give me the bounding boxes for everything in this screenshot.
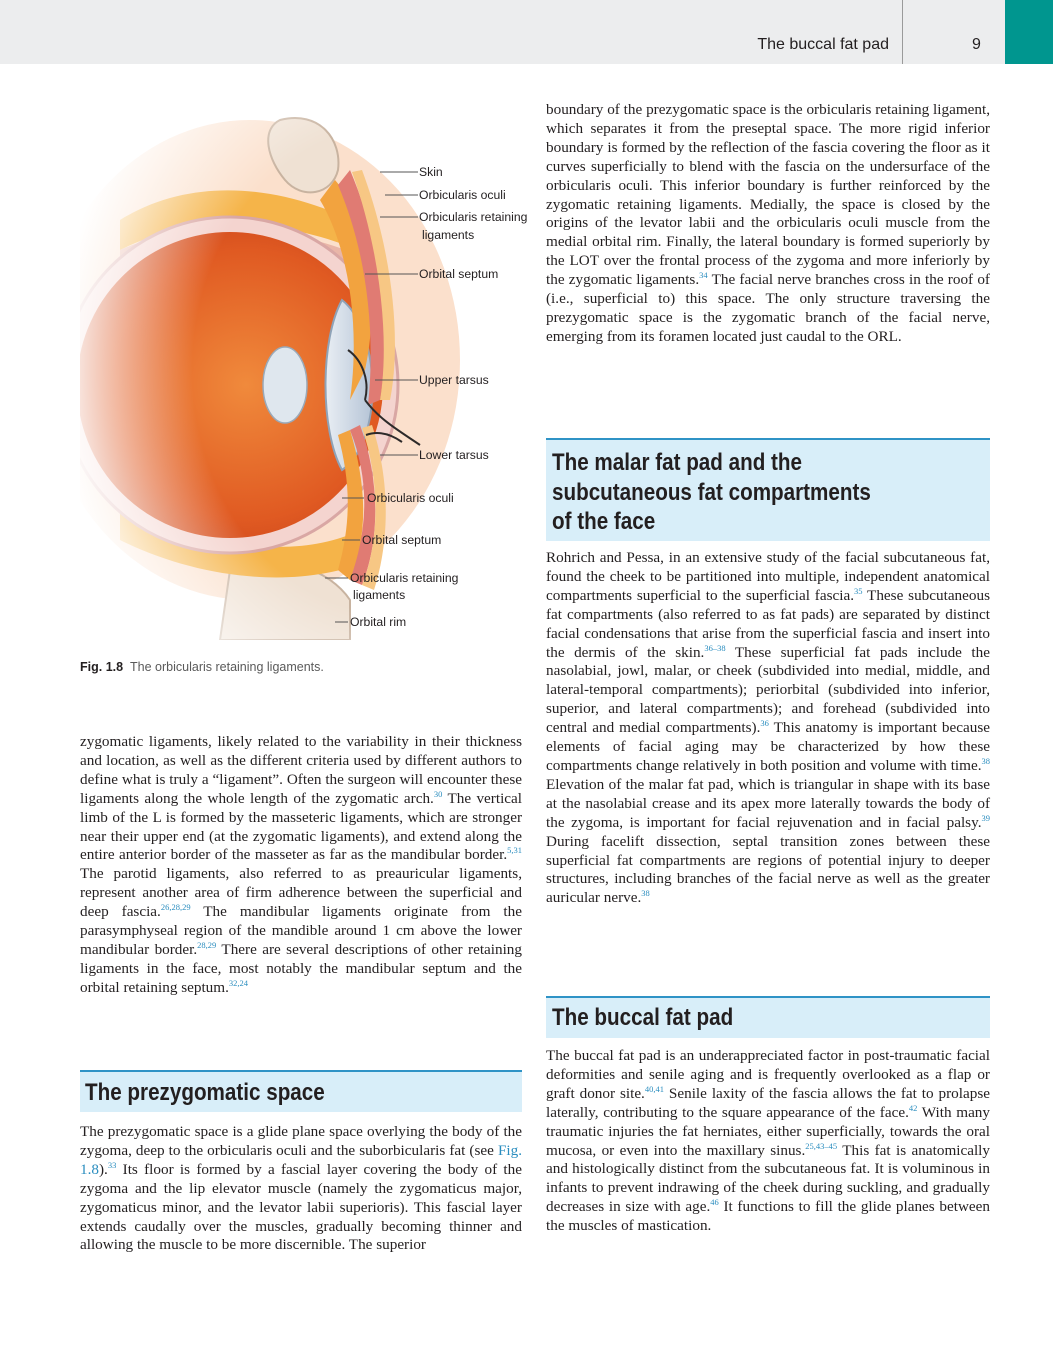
paragraph-malar-fat-pad: Rohrich and Pessa, in an extensive study of the facial subcutaneous fat, found the cheek to be partitioned into multiple, independent anatomical compartments superficial to the superficial fascia.$^{35}$ These subcutaneous fat compartments (also referred to as fat pads) are separated by distinct facial condensations that arise from the superficial fascia and insert into the dermis of the skin.$^{36-38}$ These superficial fat pads include the nasolabial, jowl, malar, or cheek (subdivided into medial, middle, and lateral-temporal compartments); periorbital (subdivided into inferior, superior, and lateral compartments); and forehead (subdivided into central and medial compartments).$^{36}$ This anatomy is important because elements of facial aging may be characterized by how these compartments change relatively in both position and volume with time.$^{38}$ Elevation of the malar fat pad, which is triangular in shape with its base at the nasolabial crease and its apex more laterally towards the body of the zygoma, is important for facial rejuvenation and in facial palsy.$^{39}$ During facelift dissection, septal transition zones between these superficial fat compartments are regions of potential injury to deeper structures, including branches of the facial nerve as well as the greater auricular nerve.$^{38}$ <box>546 549 990 907</box>
heading-malar-line-2: subcutaneous fat compartments <box>552 479 871 506</box>
heading-malar-line-3: of the face <box>552 508 656 535</box>
heading-malar-line-1: The malar fat pad and the <box>552 449 803 476</box>
figure-reference-link[interactable]: Fig. 1.8 <box>80 1141 522 1178</box>
label-upper-tarsus: Upper tarsus <box>419 373 489 387</box>
header-divider <box>902 0 903 64</box>
figure-1-8 <box>80 100 530 640</box>
heading-prezygomatic-space: The prezygomatic space <box>85 1079 325 1106</box>
page-number: 9 <box>972 36 981 53</box>
figure-caption-text: The orbicularis retaining ligaments. <box>130 660 324 674</box>
running-header <box>0 0 1053 64</box>
figure-caption <box>80 660 324 674</box>
label-ligaments-upper: ligaments <box>422 228 475 242</box>
paragraph-retaining-ligaments: zygomatic ligaments, likely related to the variability in their thickness and location, as well as the different criteria used by different authors to define what is truly a “ligament”. Often the surgeon will encounter these ligaments along the whole length of the zygomatic arch.$^{30}$ The vertical limb of the L is formed by the masseteric ligaments, which are stronger near their upper end (at the zygomatic ligaments), and extend along the entire anterior border of the masseter as far as the mandibular border.$^{5,31}$ The parotid ligaments, also referred to as preauricular ligaments, represent another area of firm adherence between the superficial and deep fascia.$^{26,28,29}$ The mandibular ligaments originate from the parasymphyseal region of the mandible around 1 cm above the lower mandibular border.$^{28,29}$ There are several descriptions of other retaining ligaments in the face, most notably the mandibular septum and the orbital retaining septum.$^{32,24}$ <box>80 733 522 996</box>
label-orbicularis-retaining-lower: Orbicularis retaining <box>350 571 459 585</box>
figure-number: Fig. 1.8 <box>80 660 124 674</box>
label-lower-tarsus: Lower tarsus <box>419 448 489 462</box>
label-orbicularis-oculi-lower: Orbicularis oculi <box>367 491 454 505</box>
label-orbicularis-oculi-upper: Orbicularis oculi <box>419 188 506 202</box>
chapter-tab <box>1005 0 1053 64</box>
paragraph-buccal-fat-pad: The buccal fat pad is an underappreciated factor in post-traumatic facial deformities and senile aging and is frequently overlooked as a flap or graft donor site.$^{40,41}$ Senile laxity of the fascia allows the fat to prolapse laterally, contributing to the square appearance of the face.$^{42}$ With many traumatic injuries the fat herniates, either superficially, towards the oral mucosa, or even into the maxillary sinus.$^{25,43-45}$ This fat is anatomically and histologically distinct from the subcutaneous fat. It is voluminous in infants to prevent indrawing of the cheek during suckling, and gradually decreases in size with age.$^{46}$ It functions to fill the glide planes between the muscles of mastication. <box>546 1047 990 1235</box>
eyelid-cross-section-illustration <box>80 100 530 640</box>
running-title: The buccal fat pad <box>757 36 889 53</box>
label-ligaments-lower: ligaments <box>353 588 406 602</box>
label-orbital-septum-upper: Orbital septum <box>419 267 499 281</box>
heading-buccal-fat-pad: The buccal fat pad <box>552 1004 734 1031</box>
paragraph-prezygomatic-boundaries: boundary of the prezygomatic space is the orbicularis retaining ligament, which separates it from the preseptal space. The more rigid inferior boundary is formed by the reflection of the fascia covering the floor as it curves superficially to blend with the fascia on the undersurface of the orbicularis oculi. This inferior boundary is further reinforced by the zygomatic retaining ligaments. Medially, the space is closed by the origins of the levator labii and the orbicularis oculi muscle from the medial orbital rim. Finally, the lateral boundary is formed superiorly by the LOT over the frontal process of the zygoma and more inferiorly by the zygomatic ligaments.$^{34}$ The facial nerve branches cross in the roof of (i.e., superficial to) this space. The only structure traversing the prezygomatic space is the zygomatic branch of the facial nerve, emerging from its foramen located just caudal to the ORL. <box>546 101 990 345</box>
label-skin: Skin <box>419 165 443 179</box>
paragraph-prezygomatic: The prezygomatic space is a glide plane space overlying the body of the zygoma, deep to the orbicularis oculi and the suborbicularis fat (see Fig. 1.8).$^{33}$ Its floor is formed by a fascial layer covering the body of the zygoma and the lip elevator muscle (namely the zygomaticus major, zygomaticus minor, and the levator labii superioris). This fascial layer extends caudally over the muscles, gradually becoming thinner and allowing the muscle to be more discernible. The superior <box>80 1123 522 1254</box>
label-orbicularis-retaining-upper: Orbicularis retaining <box>419 210 528 224</box>
label-orbital-septum-lower: Orbital septum <box>362 533 442 547</box>
label-orbital-rim: Orbital rim <box>350 615 407 629</box>
